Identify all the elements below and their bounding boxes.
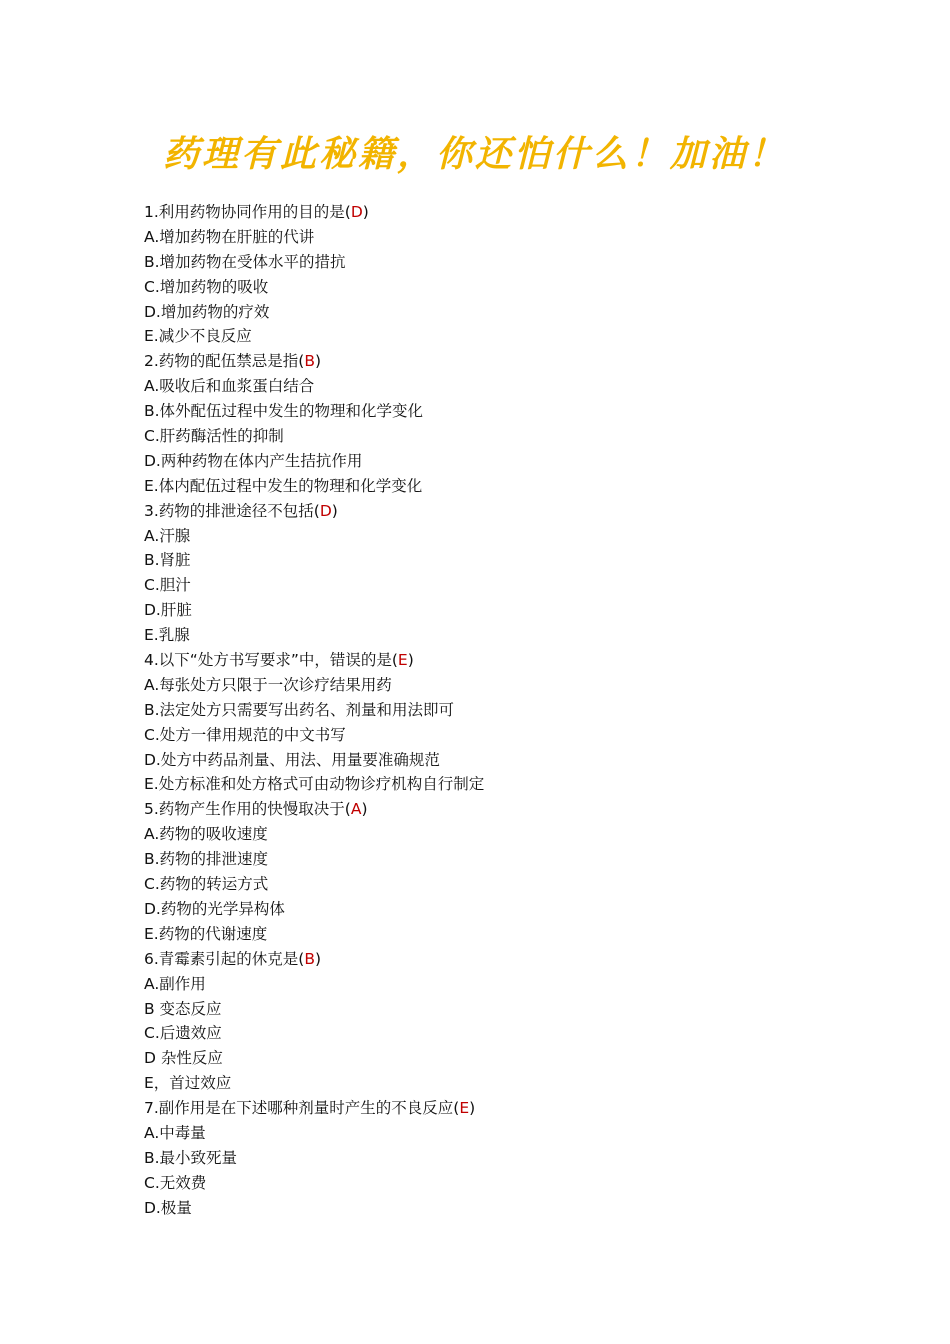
option-item: B.肾脏 xyxy=(144,551,191,570)
option-item: D.增加药物的疗效 xyxy=(144,302,270,321)
question-stem: 4.以下“处方书写要求”中，错误的是(E) xyxy=(144,651,414,670)
question-block xyxy=(144,648,844,797)
question-text: 4.以下“处方书写要求”中，错误的是 xyxy=(144,651,392,670)
option-item: E.体内配伍过程中发生的物理和化学变化 xyxy=(144,476,423,495)
question-text: 3.药物的排泄途径不包括 xyxy=(144,501,314,520)
option-item: B.法定处方只需要写出药名、剂量和用法即可 xyxy=(144,700,455,719)
question-text: 1.利用药物协同作用的目的是 xyxy=(144,203,345,221)
option-item: D.处方中药品剂量、用法、用量要准确规范 xyxy=(144,750,440,769)
option-item: D.极量 xyxy=(144,1198,192,1217)
question-text: 7.副作用是在下述哪种剂量时产生的不良反应 xyxy=(144,1099,454,1118)
page-title: 药理有此秘籍，你还怕什么！加油！ xyxy=(162,133,787,175)
question-block xyxy=(144,499,844,648)
question-list xyxy=(144,200,844,1221)
option-item: B.最小致死量 xyxy=(144,1148,238,1167)
answer-letter: E xyxy=(459,1099,470,1118)
option-item: B.体外配伍过程中发生的物理和化学变化 xyxy=(144,402,424,421)
question-stem: 1.利用药物协同作用的目的是(D) xyxy=(144,203,369,221)
option-item: C.无效费 xyxy=(144,1173,207,1192)
option-item: D 杂性反应 xyxy=(144,1049,223,1068)
question-block xyxy=(144,947,844,1096)
option-item: A.中毒量 xyxy=(144,1123,206,1142)
answer-letter: D xyxy=(350,203,363,221)
option-item: D.两种药物在体内产生拮抗作用 xyxy=(144,451,363,470)
question-text: 5.药物产生作用的快慢取决于 xyxy=(144,800,345,819)
option-item: A.吸收后和血浆蛋白结合 xyxy=(144,377,315,396)
question-text: 2.药物的配伍禁忌是指 xyxy=(144,352,299,371)
option-item: A.汗腺 xyxy=(144,526,191,545)
question-block xyxy=(144,1096,844,1220)
option-item: E.减少不良反应 xyxy=(144,327,252,346)
option-item: D.肝脏 xyxy=(144,601,192,620)
answer-letter: A xyxy=(350,800,362,819)
option-item: E.乳腺 xyxy=(144,626,190,645)
question-stem: 6.青霉素引起的休克是(B) xyxy=(144,949,322,968)
answer-letter: D xyxy=(319,501,332,520)
option-item: C.处方一律用规范的中文书写 xyxy=(144,725,346,744)
option-item: C.胆汁 xyxy=(144,576,191,595)
question-stem: 3.药物的排泄途径不包括(D) xyxy=(144,501,338,520)
question-stem: 5.药物产生作用的快慢取决于(A) xyxy=(144,800,368,819)
question-block xyxy=(144,349,844,498)
question-block xyxy=(144,797,844,946)
answer-letter: B xyxy=(304,352,315,371)
answer-letter: B xyxy=(304,949,315,968)
option-item: A.增加药物在肝脏的代讲 xyxy=(144,227,315,246)
option-item: B.药物的排泄速度 xyxy=(144,850,269,869)
option-item: B 变态反应 xyxy=(144,999,222,1018)
question-stem: 2.药物的配伍禁忌是指(B) xyxy=(144,352,322,371)
option-item: A.每张处方只限于一次诊疗结果用药 xyxy=(144,675,392,694)
option-item: D.药物的光学异构体 xyxy=(144,899,285,918)
question-block xyxy=(144,200,844,349)
question-text: 6.青霉素引起的休克是 xyxy=(144,949,299,968)
question-stem: 7.副作用是在下述哪种剂量时产生的不良反应(E) xyxy=(144,1099,476,1118)
option-item: E.药物的代谢速度 xyxy=(144,924,268,943)
option-item: B.增加药物在受体水平的措抗 xyxy=(144,252,346,271)
answer-letter: E xyxy=(397,651,408,670)
option-item: A.药物的吸收速度 xyxy=(144,825,268,844)
option-item: A.副作用 xyxy=(144,974,206,993)
option-item: E，首过效应 xyxy=(144,1074,232,1093)
option-item: C.肝药酶活性的抑制 xyxy=(144,427,284,446)
option-item: C.药物的转运方式 xyxy=(144,875,269,894)
option-item: E.处方标准和处方格式可由动物诊疗机构自行制定 xyxy=(144,775,485,794)
option-item: C.后遗效应 xyxy=(144,1024,222,1043)
option-item: C.增加药物的吸收 xyxy=(144,277,269,296)
